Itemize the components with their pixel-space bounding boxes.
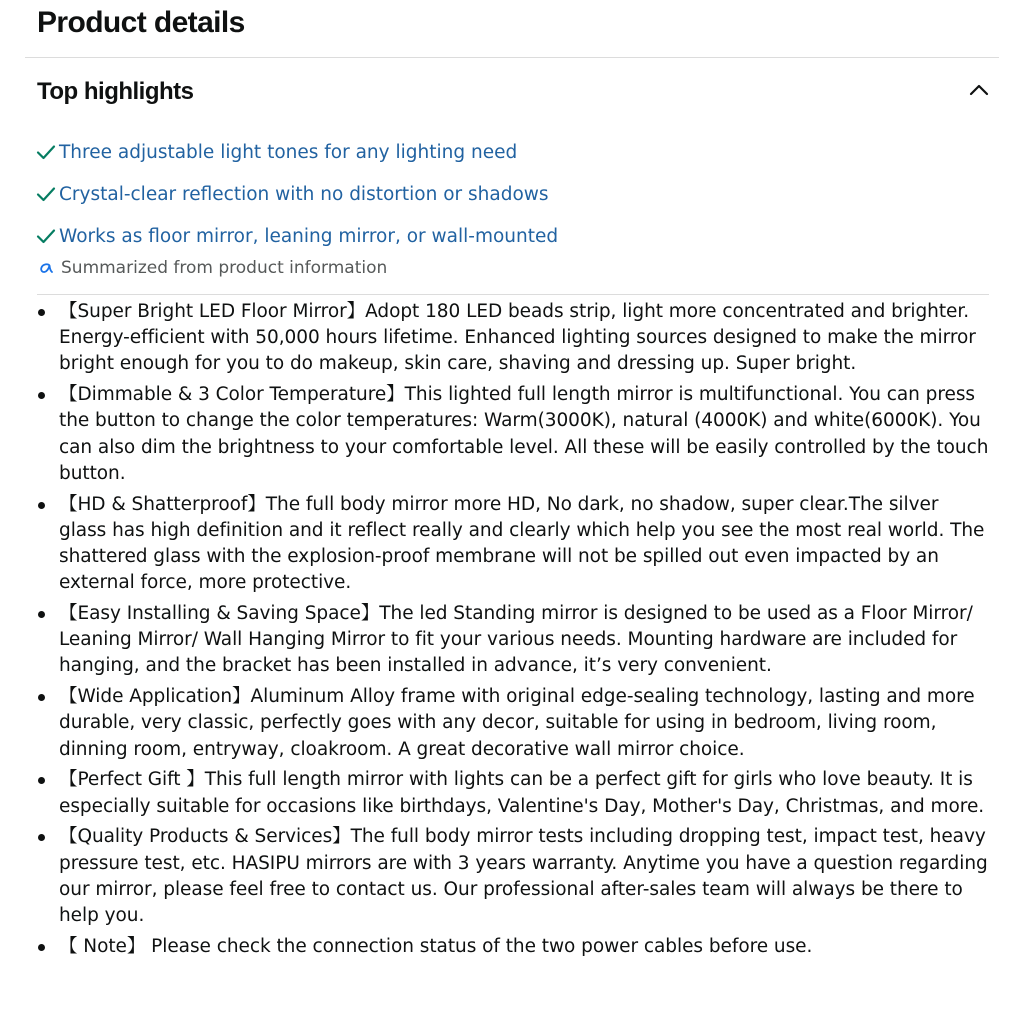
list-item: 【Perfect Gift 】This full length mirror with lights can be a perfect gift for girls who love beauty. It is especially suitable for occasions like birthdays, Valentine's Day, Mother's Day, Christmas, and more.	[0, 767, 989, 819]
list-item: 【Super Bright LED Floor Mirror】Adopt 180 LED beads strip, light more concentrated and brighter. Energy-efficient with 50,000 hours lifetime. Enhanced lighting sources designed to make the mirror bright enough for you to do makeup, skin care, shaving and dressing up. Super bright.	[0, 299, 989, 378]
header-divider	[25, 57, 999, 58]
check-icon	[36, 184, 56, 204]
list-item: 【Quality Products & Services】The full body mirror tests including dropping test, impact test, heavy pressure test, etc. HASIPU mirrors are with 3 years warranty. Anytime you have a question regarding our mirror, please feel free to contact us. Our professional after-sales team will always be there to help you.	[0, 824, 989, 929]
list-item: 【HD & Shatterproof】The full body mirror more HD, No dark, no shadow, super clear.The silver glass has high definition and it reflect really and clearly which help you see the most real world. The shattered glass with the explosion-proof membrane will not be spilled out even impacted by an external force, more protective.	[0, 492, 989, 597]
highlight-text: Crystal-clear reflection with no distortion or shadows	[59, 183, 549, 205]
top-highlights-toggle[interactable]	[25, 72, 999, 114]
list-item: 【Dimmable & 3 Color Temperature】This lighted full length mirror is multifunctional. You can press the button to change the color temperatures: Warm(3000K), natural (4000K) and white(6000K). You can also dim the brightness to your comfortable level. All these will be easily controlled by the touch button.	[0, 382, 989, 487]
highlight-item	[36, 131, 996, 173]
top-highlights-list	[36, 131, 996, 257]
chevron-up-icon[interactable]	[967, 78, 991, 102]
feature-bullet-list	[0, 299, 1024, 965]
top-highlights-title: Top highlights	[37, 78, 194, 105]
highlight-item	[36, 173, 996, 215]
check-icon	[36, 142, 56, 162]
list-item: 【Easy Installing & Saving Space】The led Standing mirror is designed to be used as a Floor Mirror/ Leaning Mirror/ Wall Hanging Mirror to fit your various needs. Mounting hardware are included for hanging, and the bracket has been installed in advance, it’s very convenient.	[0, 601, 989, 680]
highlights-divider	[37, 294, 989, 295]
highlight-item	[36, 215, 996, 257]
ai-sparkle-icon	[38, 260, 54, 276]
page-title: Product details	[37, 6, 245, 39]
highlight-text: Three adjustable light tones for any lighting need	[59, 141, 518, 163]
list-item: 【 Note】 Please check the connection status of the two power cables before use.	[0, 934, 989, 960]
summary-text: Summarized from product information	[61, 258, 388, 278]
highlight-text: Works as floor mirror, leaning mirror, or wall-mounted	[59, 225, 559, 247]
ai-summary-note	[38, 256, 387, 280]
list-item: 【Wide Application】Aluminum Alloy frame with original edge-sealing technology, lasting and more durable, very classic, perfectly goes with any decor, suitable for using in bedroom, living room, dinning room, entryway, cloakroom. A great decorative wall mirror choice.	[0, 684, 989, 763]
check-icon	[36, 226, 56, 246]
